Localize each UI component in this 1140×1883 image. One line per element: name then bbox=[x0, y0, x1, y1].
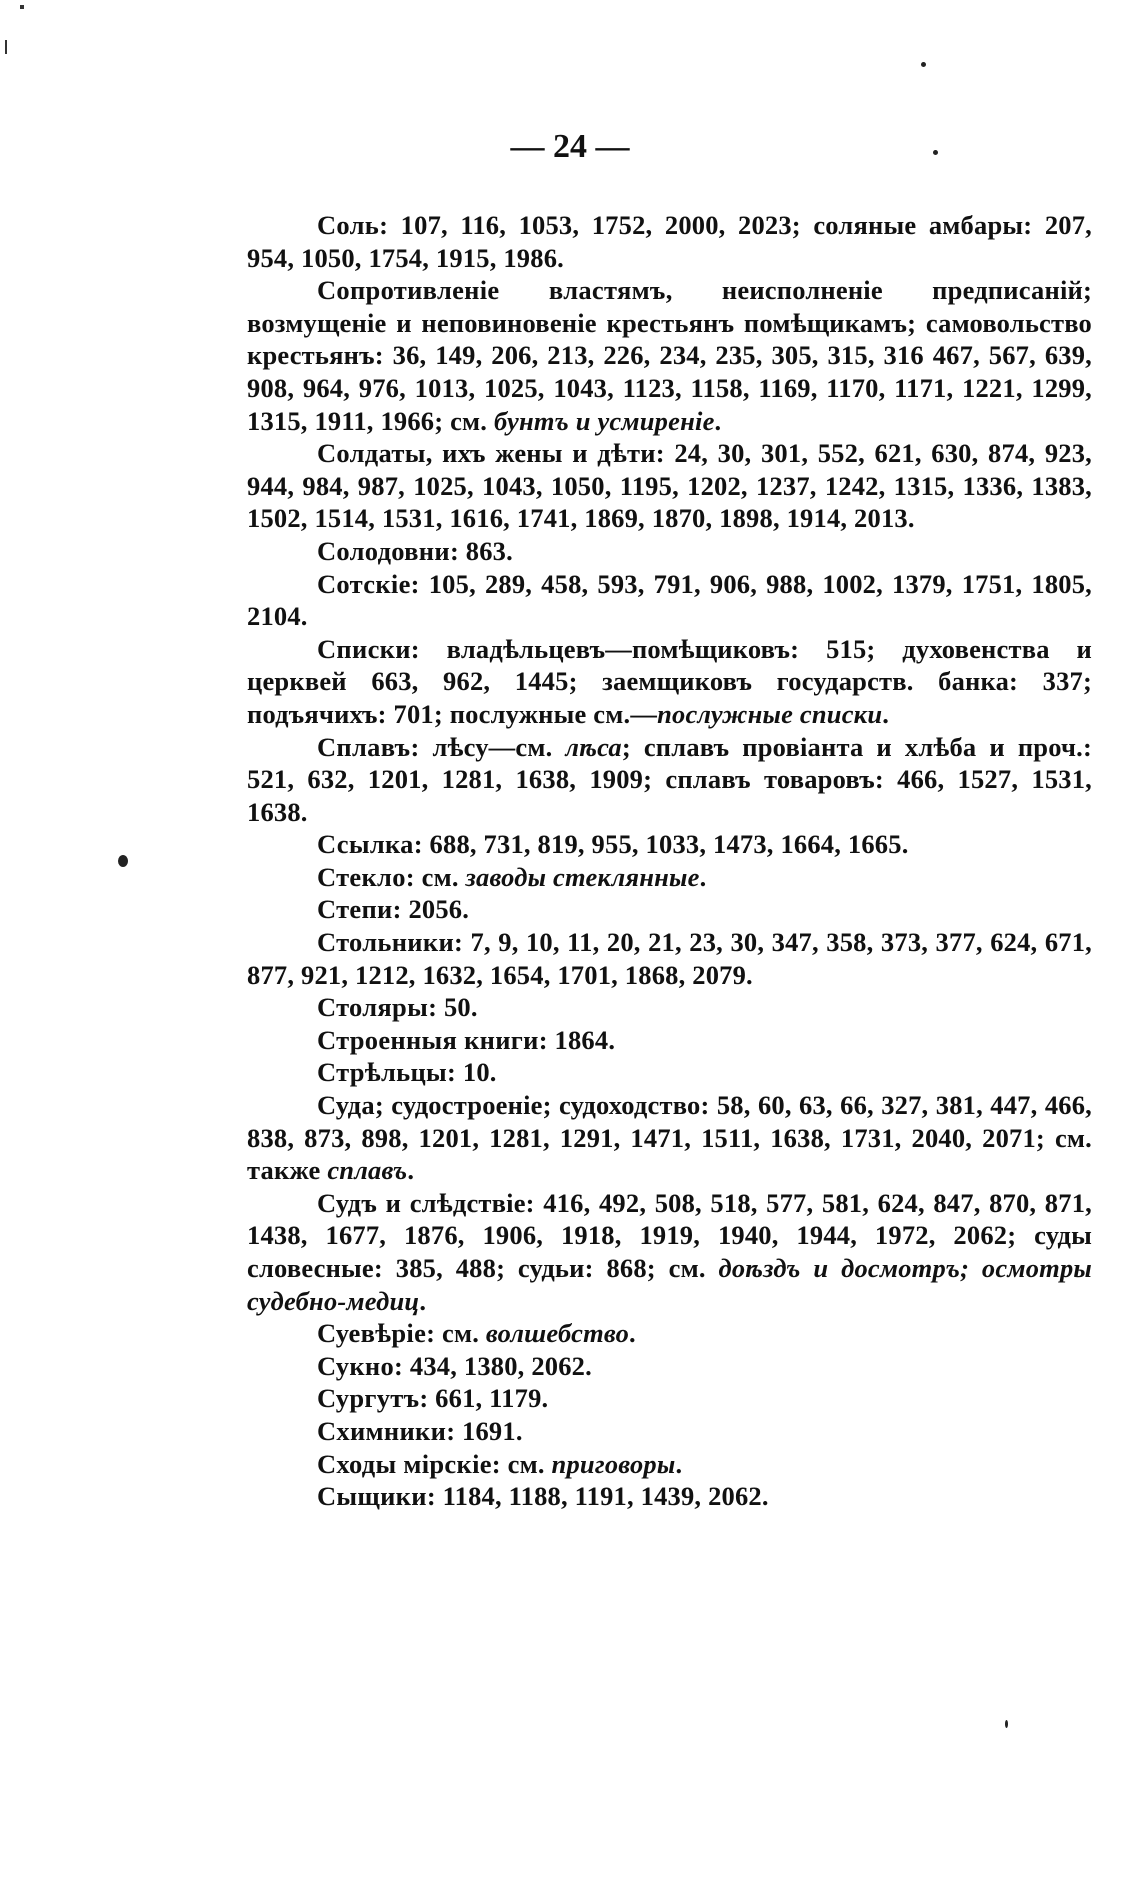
index-entry bbox=[247, 437, 1092, 535]
subject-index bbox=[247, 209, 1092, 1513]
index-entry bbox=[247, 633, 1092, 731]
index-refs: : 1184, 1188, 1191, 1439, 2062. bbox=[426, 1481, 769, 1512]
index-term: Схимники bbox=[317, 1415, 447, 1446]
index-entry bbox=[247, 1350, 1092, 1383]
index-refs-end: . bbox=[699, 861, 707, 892]
index-term: Строенныя книги bbox=[317, 1024, 539, 1055]
index-entry bbox=[247, 893, 1092, 926]
index-term: Сургутъ bbox=[317, 1383, 420, 1414]
cross-reference: послужные списки bbox=[657, 698, 883, 729]
index-term: Сыщики bbox=[317, 1481, 427, 1512]
scan-edge-mark bbox=[5, 40, 7, 54]
index-refs: : 434, 1380, 2062. bbox=[394, 1350, 592, 1381]
index-entry bbox=[247, 1187, 1092, 1317]
page-number: — 24 — bbox=[510, 128, 630, 165]
index-refs: : 107, 116, 1053, 1752, 2000, 2023; соляные амбары: 207, 954, 1050, 1754, 1915, 1986. bbox=[247, 210, 1092, 273]
scan-speck bbox=[118, 855, 128, 867]
index-entry bbox=[247, 1089, 1092, 1187]
index-term: Суевѣріе bbox=[317, 1318, 427, 1349]
index-term: Ссылка bbox=[317, 829, 414, 860]
index-refs-end: . bbox=[714, 405, 722, 436]
cross-reference: сплавъ bbox=[327, 1155, 408, 1186]
index-refs: : 863. bbox=[449, 535, 513, 566]
index-term: Солдаты bbox=[317, 438, 426, 469]
index-refs: : 10. bbox=[447, 1057, 497, 1088]
index-term: Сопротивленіе властямъ bbox=[317, 275, 666, 306]
index-entry bbox=[247, 861, 1092, 894]
index-term: Степи bbox=[317, 894, 393, 925]
index-entry bbox=[247, 926, 1092, 991]
index-entry bbox=[247, 1448, 1092, 1481]
index-refs-end: . bbox=[675, 1448, 683, 1479]
index-refs: : лѣсу—см. bbox=[410, 731, 566, 762]
cross-reference: бунтъ и усмиреніе bbox=[493, 405, 715, 436]
index-term: Сукно bbox=[317, 1350, 395, 1381]
index-term: Суда bbox=[317, 1090, 375, 1121]
scan-speck bbox=[921, 62, 926, 67]
index-refs: : см. bbox=[405, 861, 466, 892]
scan-speck bbox=[933, 150, 938, 155]
cross-reference: лѣса bbox=[565, 731, 622, 762]
index-entry bbox=[247, 1382, 1092, 1415]
index-term: Столяры bbox=[317, 992, 429, 1023]
index-entry bbox=[247, 1415, 1092, 1448]
index-refs-end: . bbox=[629, 1318, 636, 1349]
index-entry bbox=[247, 535, 1092, 568]
index-term: Сходы мірскіе bbox=[317, 1448, 492, 1479]
index-term: Стекло bbox=[317, 861, 406, 892]
index-refs-end: ; сплавъ провіанта и хлѣба и проч.: 521, 632, 1201, 1281, 1638, 1909; сплавъ товаровъ: 466, 1527, 1531, 1638. bbox=[247, 731, 1092, 827]
cross-reference: заводы стеклянные bbox=[465, 861, 700, 892]
index-refs: и слѣдствіе: 416, 492, 508, 518, 577, 581, 624, 847, 870, 871, 1438, 1677, 1876, 1906, 1918, 1919, 1940, 1944, 1972, 2062; суды словесные: 385, 488; судьи: 868; см. bbox=[247, 1187, 1092, 1283]
index-refs: : 105, 289, 458, 593, 791, 906, 988, 1002, 1379, 1751, 1805, 2104. bbox=[247, 568, 1092, 632]
index-refs: , ихъ жены и дѣти: 24, 30, 301, 552, 621, 630, 874, 923, 944, 984, 987, 1025, 1043, 1050, 1195, 1202, 1237, 1242, 1315, 1336, 1383, 1502, 1514, 1531, 1616, 1741, 1869, 1870, 1898, 1914, 2013. bbox=[247, 438, 1092, 534]
index-refs: : см. bbox=[426, 1318, 486, 1349]
index-term: Сотскіе bbox=[317, 568, 411, 599]
index-entry bbox=[247, 991, 1092, 1024]
index-refs: : 688, 731, 819, 955, 1033, 1473, 1664, 1665. bbox=[413, 829, 909, 860]
cross-reference: доѣздъ и досмотръ; осмотры судебно-медиц bbox=[247, 1253, 1092, 1316]
index-entry bbox=[247, 209, 1092, 274]
index-term: Списки bbox=[317, 633, 411, 664]
index-refs: : 50. bbox=[428, 992, 478, 1023]
index-refs: , неисполненіе предписаній; возмущеніе и неповиновеніе крестьянъ помѣщикамъ; самовольство крестьянъ: 36, 149, 206, 213, 226, 234, 235, 305, 315, 316 467, 567, 639, 908, 964, 976, 1013, 1025, 1043, 1123, 1158, 1169, 1170, 1171, 1221, 1299, 1315, 1911, 1966; см. bbox=[247, 275, 1092, 436]
cross-reference: волшебство bbox=[485, 1318, 630, 1349]
index-term: Стрѣльцы bbox=[317, 1057, 448, 1088]
index-refs-end: . bbox=[407, 1155, 415, 1186]
index-refs: : 2056. bbox=[392, 894, 470, 925]
index-refs: : 1691. bbox=[446, 1415, 523, 1446]
index-term: Стольники bbox=[317, 927, 455, 958]
index-entry bbox=[247, 1317, 1092, 1350]
scan-speck bbox=[1005, 1720, 1008, 1728]
index-entry bbox=[247, 274, 1092, 437]
index-entry bbox=[247, 1024, 1092, 1057]
index-refs: : 661, 1179. bbox=[419, 1383, 549, 1414]
index-entry bbox=[247, 1056, 1092, 1089]
index-refs: : 1864. bbox=[538, 1024, 616, 1055]
index-term: Сплавъ bbox=[317, 731, 411, 762]
index-entry bbox=[247, 1480, 1092, 1513]
index-term: Соль bbox=[317, 210, 380, 240]
index-term: Судъ bbox=[317, 1187, 378, 1218]
index-refs: ; судостроеніе; судоходство: 58, 60, 63, 66, 327, 381, 447, 466, 838, 873, 898, 1201, 1281, 1291, 1471, 1511, 1638, 1731, 2040, 2071; см. также bbox=[247, 1090, 1092, 1186]
index-refs: : см. bbox=[491, 1448, 552, 1479]
index-entry bbox=[247, 568, 1092, 633]
index-refs: : владѣльцевъ—помѣщиковъ: 515; духовенства и церквей 663, 962, 1445; заемщиковъ государств. банка: 337; подъячихъ: 701; послужные см.— bbox=[247, 633, 1092, 729]
index-refs: : 7, 9, 10, 11, 20, 21, 23, 30, 347, 358, 373, 377, 624, 671, 877, 921, 1212, 1632, 1654, 1701, 1868, 2079. bbox=[247, 927, 1092, 990]
index-entry bbox=[247, 731, 1092, 829]
scan-edge-mark bbox=[20, 5, 24, 9]
index-entry bbox=[247, 828, 1092, 861]
index-term: Солодовни bbox=[317, 535, 450, 566]
index-refs-end: . bbox=[882, 698, 890, 729]
index-refs-end: . bbox=[419, 1285, 427, 1316]
cross-reference: приговоры bbox=[551, 1448, 676, 1479]
